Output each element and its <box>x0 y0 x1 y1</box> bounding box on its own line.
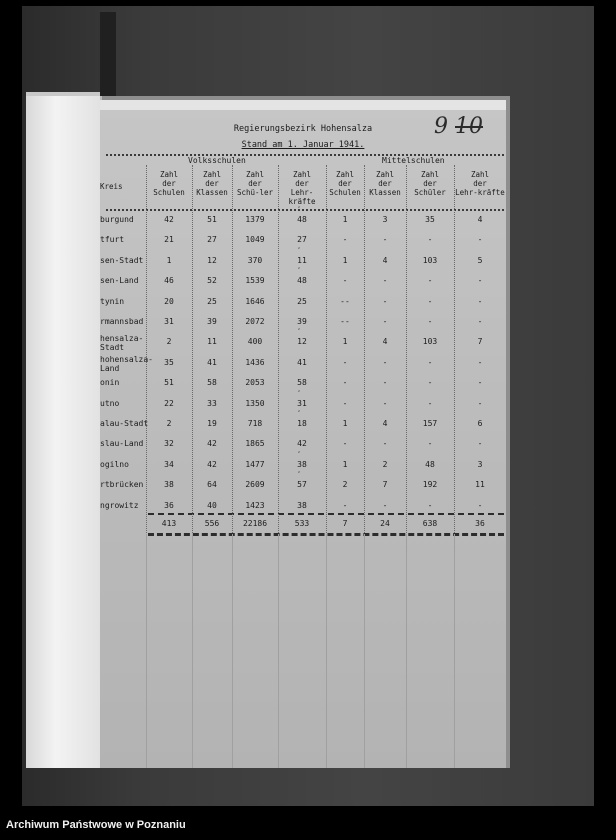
table-cell: 400 <box>247 337 263 347</box>
table-cell: - <box>342 500 348 510</box>
kreis-name: burgund <box>100 215 134 224</box>
table-cell: 25 <box>207 296 217 306</box>
table-cell: - <box>427 357 433 367</box>
table-cell: 4 <box>382 255 388 265</box>
table-cell: 27 <box>297 235 307 245</box>
table-cell: - <box>427 235 433 245</box>
table-cell: 11 <box>207 337 217 347</box>
table-cell: - <box>477 398 483 408</box>
column-header: Zahl der Klassen <box>369 170 401 197</box>
table-cell: 35 <box>164 357 174 367</box>
table-cell: - <box>427 378 433 388</box>
table-cell: 5 <box>477 255 483 265</box>
pencil-mark: ˈ <box>298 246 300 255</box>
column-header: Kreis <box>100 182 123 191</box>
table-cell: 2 <box>342 480 348 490</box>
table-cell: 64 <box>207 480 217 490</box>
table-cell: - <box>382 357 388 367</box>
table-cell: 51 <box>207 215 217 224</box>
backing-grid-line <box>146 534 147 768</box>
backing-grid-line <box>364 534 365 768</box>
table-cell: 33 <box>207 398 217 408</box>
table-cell: 4 <box>477 215 483 224</box>
table-cell: 58 <box>207 378 217 388</box>
table-cell: 103 <box>422 337 438 347</box>
table-cell: - <box>382 296 388 306</box>
table-cell: 11 <box>475 480 485 490</box>
table-cell: - <box>382 500 388 510</box>
table-cell: 1477 <box>245 459 265 469</box>
total-cell: 533 <box>294 519 310 528</box>
pencil-mark: ˈ <box>298 328 300 337</box>
table-cell: - <box>382 276 388 286</box>
table-cell: 12 <box>207 255 217 265</box>
table-cell: 38 <box>297 459 307 469</box>
table-cell: 1423 <box>245 500 265 510</box>
table-cell: 57 <box>297 480 307 490</box>
table-cell: 32 <box>164 439 174 449</box>
table-cell: 1436 <box>245 357 265 367</box>
backing-grid-line <box>278 534 279 768</box>
document-title: Regierungsbezirk Hohensalza <box>233 124 373 134</box>
table-cell: 1 <box>342 255 348 265</box>
table-cell: 1 <box>166 255 172 265</box>
table-cell: 40 <box>207 500 217 510</box>
table-cell: 192 <box>422 480 438 490</box>
kreis-name: ngrowitz <box>100 500 139 510</box>
table-cell: 2 <box>382 459 388 469</box>
table-cell: 38 <box>297 500 307 510</box>
table-cell: 1 <box>342 459 348 469</box>
table-cell: - <box>342 235 348 245</box>
table-cell: - <box>427 317 433 326</box>
table-cell: 41 <box>297 357 307 367</box>
table-cell: - <box>382 378 388 388</box>
table-cell: - <box>342 398 348 408</box>
pencil-mark: ˈ <box>298 206 300 214</box>
kreis-name: tynin <box>100 296 125 306</box>
film-notch <box>100 12 116 106</box>
table-cell: - <box>382 398 388 408</box>
table-cell: - <box>477 296 483 306</box>
table-cell: 7 <box>477 337 483 347</box>
kreis-name: hensalza- Stadt <box>100 334 144 353</box>
table-cell: -- <box>340 296 350 306</box>
column-header: Zahl der Klassen <box>196 170 228 197</box>
page-number-handwritten: 9 10 <box>434 114 483 139</box>
kreis-name: sen-Land <box>100 276 139 286</box>
table-cell: 718 <box>247 419 263 428</box>
paper-top-edge <box>100 100 506 110</box>
table-cell: - <box>342 357 348 367</box>
table-cell: 7 <box>382 480 388 490</box>
total-cell: 556 <box>204 519 220 528</box>
table-cell: - <box>427 276 433 286</box>
kreis-name: rtbrücken <box>100 480 144 490</box>
table-cell: 18 <box>297 419 307 428</box>
table-cell: 2 <box>166 337 172 347</box>
table-cell: 39 <box>297 317 307 326</box>
table-cell: 103 <box>422 255 438 265</box>
table-cell: 48 <box>425 459 435 469</box>
table-cell: 11 <box>297 255 307 265</box>
table-cell: 20 <box>164 296 174 306</box>
table-cell: 2 <box>166 419 172 428</box>
table-cell: 19 <box>207 419 217 428</box>
table-cell: 3 <box>477 459 483 469</box>
table-cell: 1539 <box>245 276 265 286</box>
kreis-name: alau-Stadt <box>100 419 149 428</box>
table-cell: 370 <box>247 255 263 265</box>
table-cell: 2072 <box>245 317 265 326</box>
table-cell: 39 <box>207 317 217 326</box>
table-cell: 3 <box>382 215 388 224</box>
table-cell: 1646 <box>245 296 265 306</box>
backing-grid-line <box>192 534 193 768</box>
column-header: Zahl der Schü-ler <box>236 170 274 197</box>
table-cell: - <box>477 357 483 367</box>
table-cell: - <box>477 500 483 510</box>
pencil-mark: ˈ <box>298 410 300 418</box>
column-head-rule <box>106 209 504 211</box>
total-cell: 36 <box>475 519 485 528</box>
table-cell: 36 <box>164 500 174 510</box>
document-subtitle: Stand am 1. Januar 1941. <box>241 140 365 150</box>
table-cell: 25 <box>297 296 307 306</box>
paper-strip <box>26 96 102 768</box>
table-cell: 21 <box>164 235 174 245</box>
table-cell: - <box>342 378 348 388</box>
table-cell: - <box>382 439 388 449</box>
table-cell: 31 <box>164 317 174 326</box>
table-cell: 35 <box>425 215 435 224</box>
kreis-name: rmannsbad <box>100 317 144 326</box>
pencil-mark: ˈ <box>298 450 300 459</box>
document-page <box>100 100 506 768</box>
pencil-mark: ˈ <box>298 267 300 276</box>
table-cell: -- <box>340 317 350 326</box>
table-cell: 1 <box>342 215 348 224</box>
table-cell: - <box>382 235 388 245</box>
table-cell: - <box>382 317 388 326</box>
archive-credit: Archiwum Państwowe w Poznaniu <box>6 819 186 831</box>
total-cell: 638 <box>422 519 438 528</box>
total-cell: 7 <box>342 519 348 528</box>
backing-grid-line <box>406 534 407 768</box>
table-cell: 46 <box>164 276 174 286</box>
table-cell: - <box>342 439 348 449</box>
kreis-name: ogilno <box>100 459 129 469</box>
table-cell: 48 <box>297 215 307 224</box>
table-cell: 157 <box>422 419 438 428</box>
column-header: Zahl der Lehr-kräfte <box>288 170 316 206</box>
archive-footer <box>0 810 616 840</box>
table-cell: 42 <box>164 215 174 224</box>
table-cell: 1865 <box>245 439 265 449</box>
table-cell: 34 <box>164 459 174 469</box>
table-cell: 51 <box>164 378 174 388</box>
table-cell: 2609 <box>245 480 265 490</box>
table-cell: 22 <box>164 398 174 408</box>
table-cell: 1 <box>342 419 348 428</box>
table-cell: 42 <box>297 439 307 449</box>
table-cell: 48 <box>297 276 307 286</box>
table-cell: 12 <box>297 337 307 347</box>
kreis-name: sen-Stadt <box>100 255 144 265</box>
pencil-mark: ˈ <box>298 389 300 398</box>
total-cell: 24 <box>380 519 390 528</box>
backing-grid-line <box>326 534 327 768</box>
table-cell: - <box>477 317 483 326</box>
table-cell: 4 <box>382 337 388 347</box>
table-cell: 52 <box>207 276 217 286</box>
table-cell: - <box>427 296 433 306</box>
table-cell: - <box>477 378 483 388</box>
table-cell: - <box>477 235 483 245</box>
table-cell: - <box>427 500 433 510</box>
table-cell: 42 <box>207 439 217 449</box>
table-cell: - <box>427 439 433 449</box>
table-cell: - <box>427 398 433 408</box>
pencil-mark: ˈ <box>298 471 300 480</box>
kreis-name: utno <box>100 398 120 408</box>
column-header: Zahl der Schulen <box>153 170 185 197</box>
group-volksschulen: Volksschulen <box>188 156 246 165</box>
table-cell: 42 <box>207 459 217 469</box>
table-cell: 41 <box>207 357 217 367</box>
table-cell: 58 <box>297 378 307 388</box>
total-cell: 413 <box>161 519 177 528</box>
group-mittelschulen: Mittelschulen <box>382 156 445 165</box>
total-cell: 22186 <box>242 519 268 528</box>
kreis-name: tfurt <box>100 235 125 245</box>
table-cell: 1 <box>342 337 348 347</box>
column-header: Zahl der Lehr-kräfte <box>455 170 505 197</box>
table-cell: 4 <box>382 419 388 428</box>
table-cell: 2053 <box>245 378 265 388</box>
table-cell: 1350 <box>245 398 265 408</box>
table-cell: - <box>342 276 348 286</box>
table-cell: 31 <box>297 398 307 408</box>
backing-grid-line <box>454 534 455 768</box>
backing-grid-line <box>232 534 233 768</box>
table-cell: - <box>477 276 483 286</box>
kreis-name: onin <box>100 378 120 388</box>
table-cell: - <box>477 439 483 449</box>
table-cell: 1049 <box>245 235 265 245</box>
table-cell: 27 <box>207 235 217 245</box>
table-cell: 1379 <box>245 215 265 224</box>
table-cell: 38 <box>164 480 174 490</box>
column-header: Zahl der Schüler <box>414 170 446 197</box>
kreis-name: slau-Land <box>100 439 144 449</box>
table-cell: 6 <box>477 419 483 428</box>
column-header: Zahl der Schulen <box>329 170 361 197</box>
kreis-name: hohensalza- Land <box>100 354 153 373</box>
